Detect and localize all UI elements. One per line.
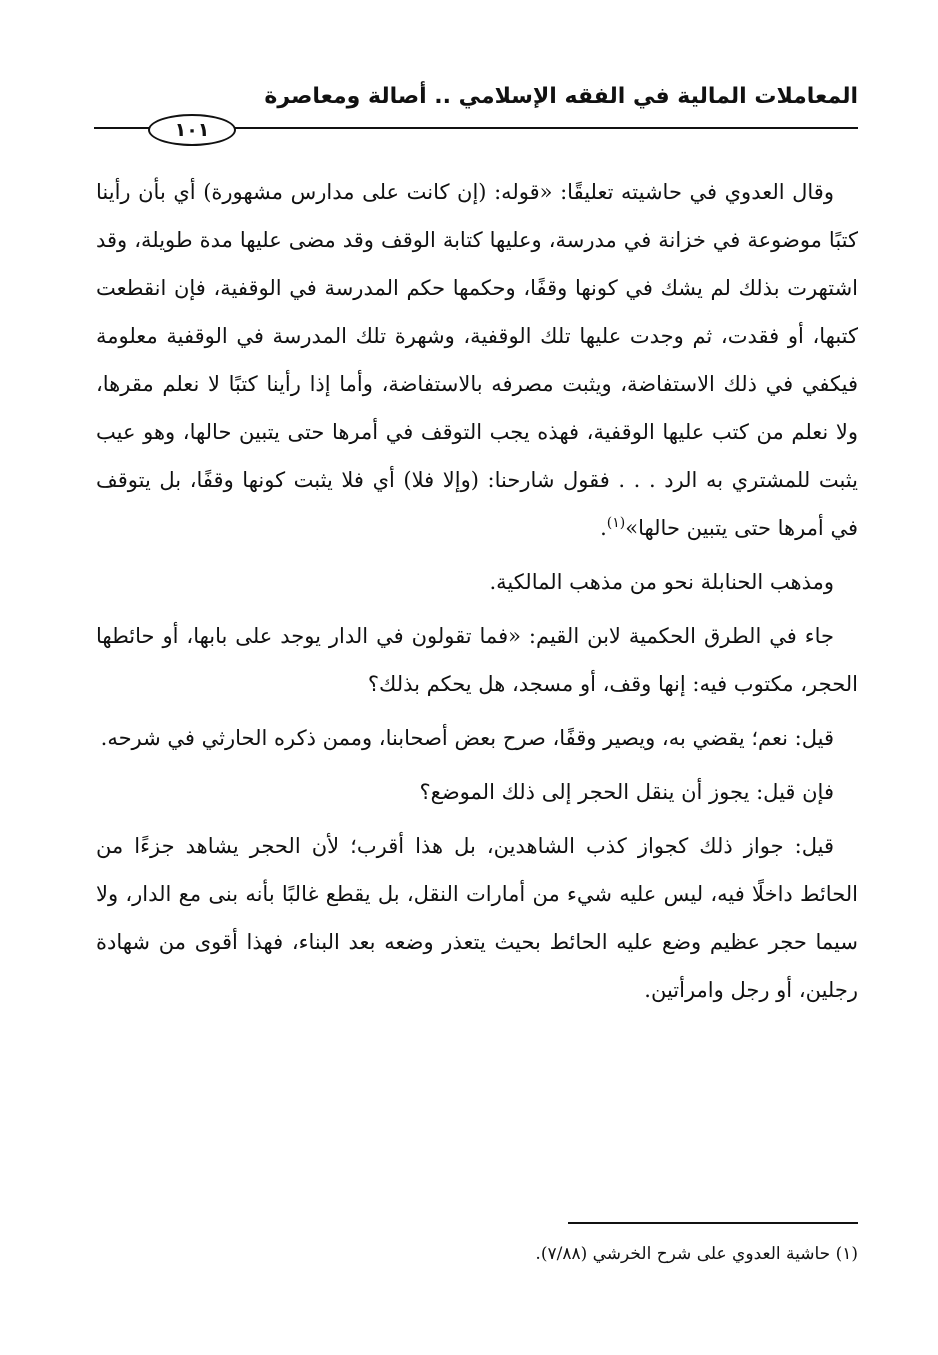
paragraph-adawi-quote: وقال العدوي في حاشيته تعليقًا: «قوله: (إن كانت على مدارس مشهورة) أي بأن رأينا كتبًا موضوعة في خزانة في مدرسة، وعليها كتابة الوقف وقد مضى عليها مدة طويلة، وقد اشتهرت بذلك لم يشك في كونها وقفًا، وحكمها حكم المدرسة في الوقفية، فإن انقطعت كتبها، أو فقدت، ثم وجدت عليها تلك الوقفية، وشهرة تلك المدرسة في الوقفية معلومة فيكفي في ذلك الاستفاضة، ويثبت مصرفه بالاستفاضة، وأما إذا رأينا كتبًا لا نعلم مقرها، ولا نعلم من كتب عليها الوقفية، فهذه يجب التوقف في أمرها حتى يتبين حالها، وهو عيب يثبت للمشتري به الرد . . . فقول شارحنا: (وإلا فلا) أي فلا يثبت كونها وقفًا، بل يتوقف في أمرها حتى يتبين حالها»$^{(١)}$. [96, 180, 858, 540]
paragraph-objection: فإن قيل: يجوز أن ينقل الحجر إلى ذلك الموضع؟ [419, 780, 834, 804]
paragraph-reply: قيل: جواز ذلك كجواز كذب الشاهدين، بل هذا أقرب؛ لأن الحجر يشاهد جزءًا من الحائط داخلًا فيه، ليس عليه شيء من أمارات النقل، بل يقطع غالبًا بأنه بنى مع الدار، ولا سيما حجر عظيم وضع عليه الحائط بحيث يتعذر وضعه بعد البناء، فهذا أقوى من شهادة رجلين، أو رجل وامرأتين. [96, 834, 858, 1002]
paragraph-hanbali: ومذهب الحنابلة نحو من مذهب المالكية. [489, 570, 834, 594]
paragraph-text: وقال العدوي في حاشيته تعليقًا: «قوله: (إن كانت على مدارس مشهورة) أي بأن رأينا كتبًا موضوعة في خزانة في مدرسة، وعليها كتابة الوقف وقد مضى عليها مدة طويلة، وقد اشتهرت بذلك لم يشك في كونها وقفًا، وحكمها حكم المدرسة في الوقفية، فإن انقطعت كتبها، أو فقدت، ثم وجدت عليها تلك الوقفية، وشهرة تلك المدرسة في الوقفية معلومة فيكفي في ذلك الاستفاضة، ويثبت مصرفه بالاستفاضة، وأما إذا رأينا كتبًا لا نعلم مقرها، ولا نعلم من كتب عليها الوقفية، فهذه يجب التوقف في أمرها حتى يتبين حالها، وهو عيب يثبت للمشتري به الرد . . . فقول شارحنا: (وإلا فلا) أي فلا يثبت كونها وقفًا، بل يتوقف في أمرها حتى يتبين حالها» [96, 180, 858, 540]
paragraph-ibn-qayyim: جاء في الطرق الحكمية لابن القيم: «فما تقولون في الدار يوجد على بابها، أو حائطها الحجر، مكتوب فيه: إنها وقف، أو مسجد، هل يحكم بذلك؟ [96, 624, 858, 696]
main-text [96, 168, 858, 1014]
footnote-reference: (١) [606, 515, 626, 531]
footnote-rule [568, 1222, 858, 1224]
running-title: المعاملات المالية في الفقه الإسلامي .. أصالة ومعاصرة [264, 84, 858, 109]
page-number: ١٠١ [148, 114, 236, 146]
footnote: (١) حاشية العدوي على شرح الخرشي (٧/٨٨). [535, 1244, 858, 1264]
paragraph-answer-yes: قيل: نعم؛ يقضي به، ويصير وقفًا، صرح بعض أصحابنا، وممن ذكره الحارثي في شرحه. [100, 726, 834, 750]
